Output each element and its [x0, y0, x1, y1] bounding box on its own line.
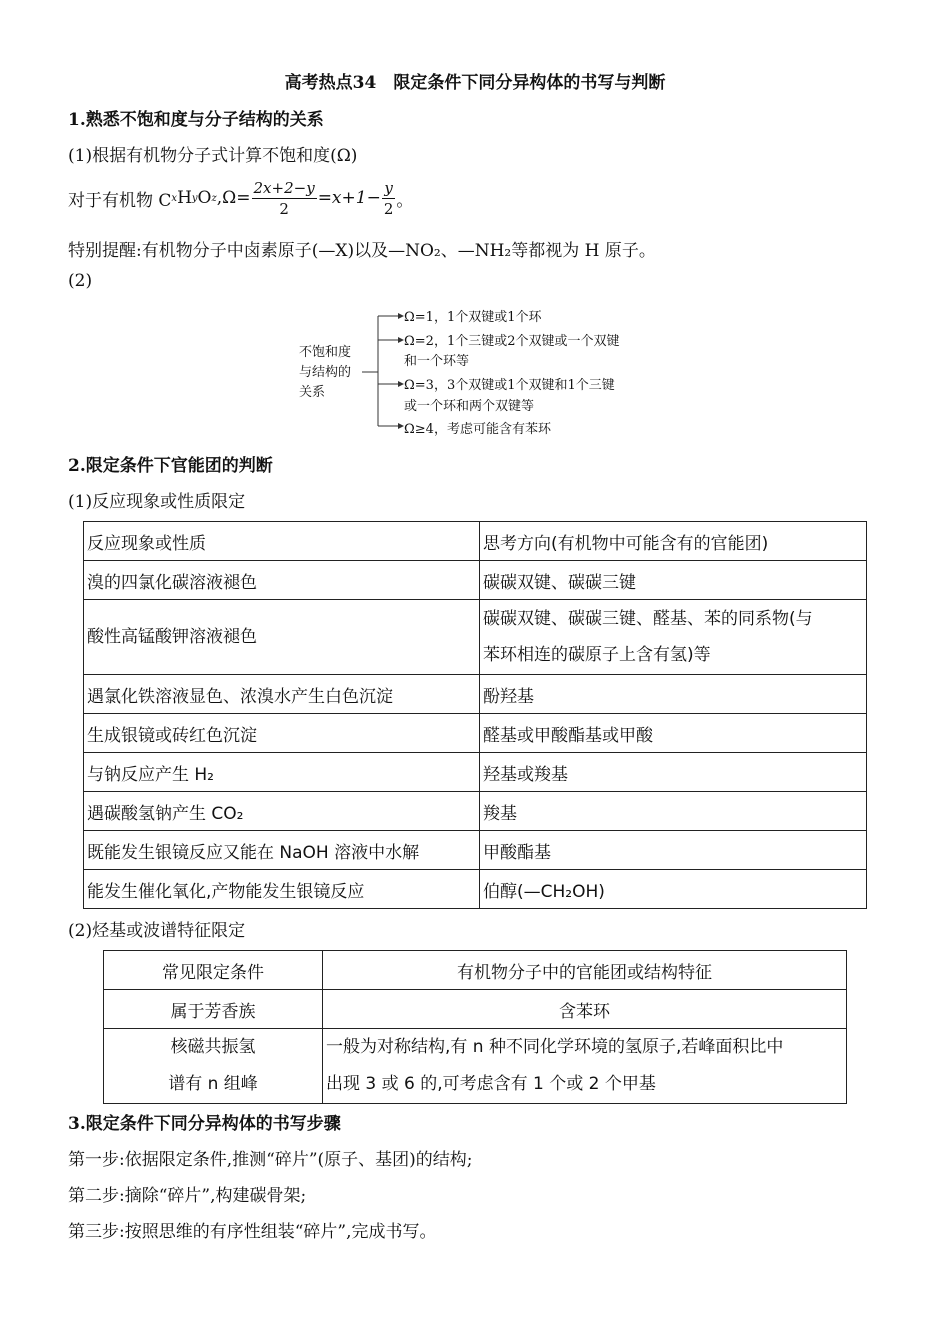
formula-fraction-1 [252, 178, 317, 219]
section-1-sub-1: (1)根据有机物分子式计算不饱和度(Ω) [68, 146, 358, 166]
section-1-heading: 1.熟悉不饱和度与分子结构的关系 [68, 110, 324, 130]
table-row [84, 522, 867, 561]
fraction-2-denominator: 2 [383, 199, 394, 218]
table-cell: 酚羟基 [480, 675, 867, 714]
page-title: 高考热点34 限定条件下同分异构体的书写与判断 [284, 73, 666, 93]
table-row [84, 792, 867, 831]
table-row [84, 753, 867, 792]
diagram-item-4: Ω≥4，考虑可能含有苯环 [404, 422, 551, 437]
formula-o: O [197, 188, 212, 208]
diagram-root-line-1: 不饱和度 [299, 345, 352, 360]
table-cell: 羧基 [480, 792, 867, 831]
table-cell-line: 出现 3 或 6 的,可考虑含有 1 个或 2 个甲基 [326, 1074, 656, 1094]
diagram-item-2: Ω=2，1个三键或2个双键或一个双键 [404, 334, 620, 349]
table-row [84, 675, 867, 714]
fraction-1-numerator: 2x+2−y [253, 178, 315, 197]
table-cell [104, 1029, 323, 1104]
table-cell: 伯醇(—CH₂OH) [480, 870, 867, 909]
table-cell: 属于芳香族 [104, 990, 323, 1029]
table-cell: 甲酸酯基 [480, 831, 867, 870]
formula-x: x [171, 192, 178, 204]
section-1-sub-2: (2) [68, 271, 93, 291]
table-cell: 生成银镜或砖红色沉淀 [84, 714, 480, 753]
table-cell-line: 谱有 n 组峰 [168, 1074, 258, 1094]
diagram-root [299, 343, 351, 403]
table-row [84, 831, 867, 870]
table-cell: 碳碳双键、碳碳三键 [480, 561, 867, 600]
table-row [104, 990, 847, 1029]
table-cell: 既能发生银镜反应又能在 NaOH 溶液中水解 [84, 831, 480, 870]
table-header-cell: 思考方向(有机物中可能含有的官能团) [480, 522, 867, 561]
diagram-root-line-2: 与结构的 [299, 365, 352, 380]
table-row [84, 561, 867, 600]
table-header-cell: 反应现象或性质 [84, 522, 480, 561]
table-cell: 遇氯化铁溶液显色、浓溴水产生白色沉淀 [84, 675, 480, 714]
table-row [84, 714, 867, 753]
step-2: 第二步:摘除“碎片”,构建碳骨架; [68, 1186, 307, 1206]
diagram-item-2-cont: 和一个环等 [404, 354, 470, 369]
diagram-item-3: Ω=3，3个双键或1个双键和1个三键 [404, 378, 615, 393]
table-header-cell: 常见限定条件 [104, 951, 323, 990]
table-cell: 溴的四氯化碳溶液褪色 [84, 561, 480, 600]
fraction-2-numerator: y [382, 178, 396, 199]
table-cell-line: 核磁共振氢 [170, 1037, 256, 1057]
reaction-table [83, 521, 867, 909]
section-2-heading: 2.限定条件下官能团的判断 [68, 456, 273, 476]
table-row [104, 951, 847, 990]
spectra-table [103, 950, 847, 1104]
diagram-item-3-cont: 或一个环和两个双键等 [404, 399, 535, 414]
table-row [84, 600, 867, 675]
unsaturation-formula [68, 176, 413, 220]
table-cell: 遇碳酸氢钠产生 CO₂ [84, 792, 480, 831]
formula-end: 。 [396, 190, 414, 211]
special-tip: 特别提醒:有机物分子中卤素原子(—X)以及—NO₂、—NH₂等都视为 H 原子。 [68, 241, 656, 261]
formula-h: H [177, 188, 192, 208]
section-2-sub-2: (2)烃基或波谱特征限定 [68, 921, 246, 941]
section-3-heading: 3.限定条件下同分异构体的书写步骤 [68, 1114, 341, 1134]
formula-middle: =x+1− [317, 188, 381, 208]
formula-prefix: 对于有机物 C [68, 190, 172, 211]
step-3: 第三步:按照思维的有序性组装“碎片”,完成书写。 [68, 1222, 437, 1242]
formula-z: z [211, 192, 217, 204]
table-cell: 酸性高锰酸钾溶液褪色 [84, 600, 480, 675]
formula-fraction-2 [382, 178, 396, 219]
formula-omega: ,Ω= [216, 188, 251, 208]
diagram-item-1: Ω=1，1个双键或1个环 [404, 310, 542, 325]
table-header-cell: 有机物分子中的官能团或结构特征 [323, 951, 847, 990]
table-cell: 醛基或甲酸酯基或甲酸 [480, 714, 867, 753]
table-cell: 含苯环 [323, 990, 847, 1029]
diagram-bracket [360, 305, 406, 435]
table-cell: 羟基或羧基 [480, 753, 867, 792]
diagram-root-line-3: 关系 [299, 385, 326, 400]
table-row [84, 870, 867, 909]
table-row [104, 1029, 847, 1104]
section-2-sub-1: (1)反应现象或性质限定 [68, 492, 246, 512]
step-1: 第一步:依据限定条件,推测“碎片”(原子、基团)的结构; [68, 1150, 473, 1170]
table-cell-line: 苯环相连的碳原子上含有氢)等 [483, 645, 711, 665]
fraction-1-denominator: 2 [279, 199, 289, 218]
table-cell: 与钠反应产生 H₂ [84, 753, 480, 792]
table-cell [480, 600, 867, 675]
table-cell [323, 1029, 847, 1104]
table-cell: 能发生催化氧化,产物能发生银镜反应 [84, 870, 480, 909]
table-cell-line: 一般为对称结构,有 n 种不同化学环境的氢原子,若峰面积比中 [326, 1037, 784, 1057]
table-cell-line: 碳碳双键、碳碳三键、醛基、苯的同系物(与 [483, 609, 813, 629]
formula-y: y [191, 192, 198, 204]
